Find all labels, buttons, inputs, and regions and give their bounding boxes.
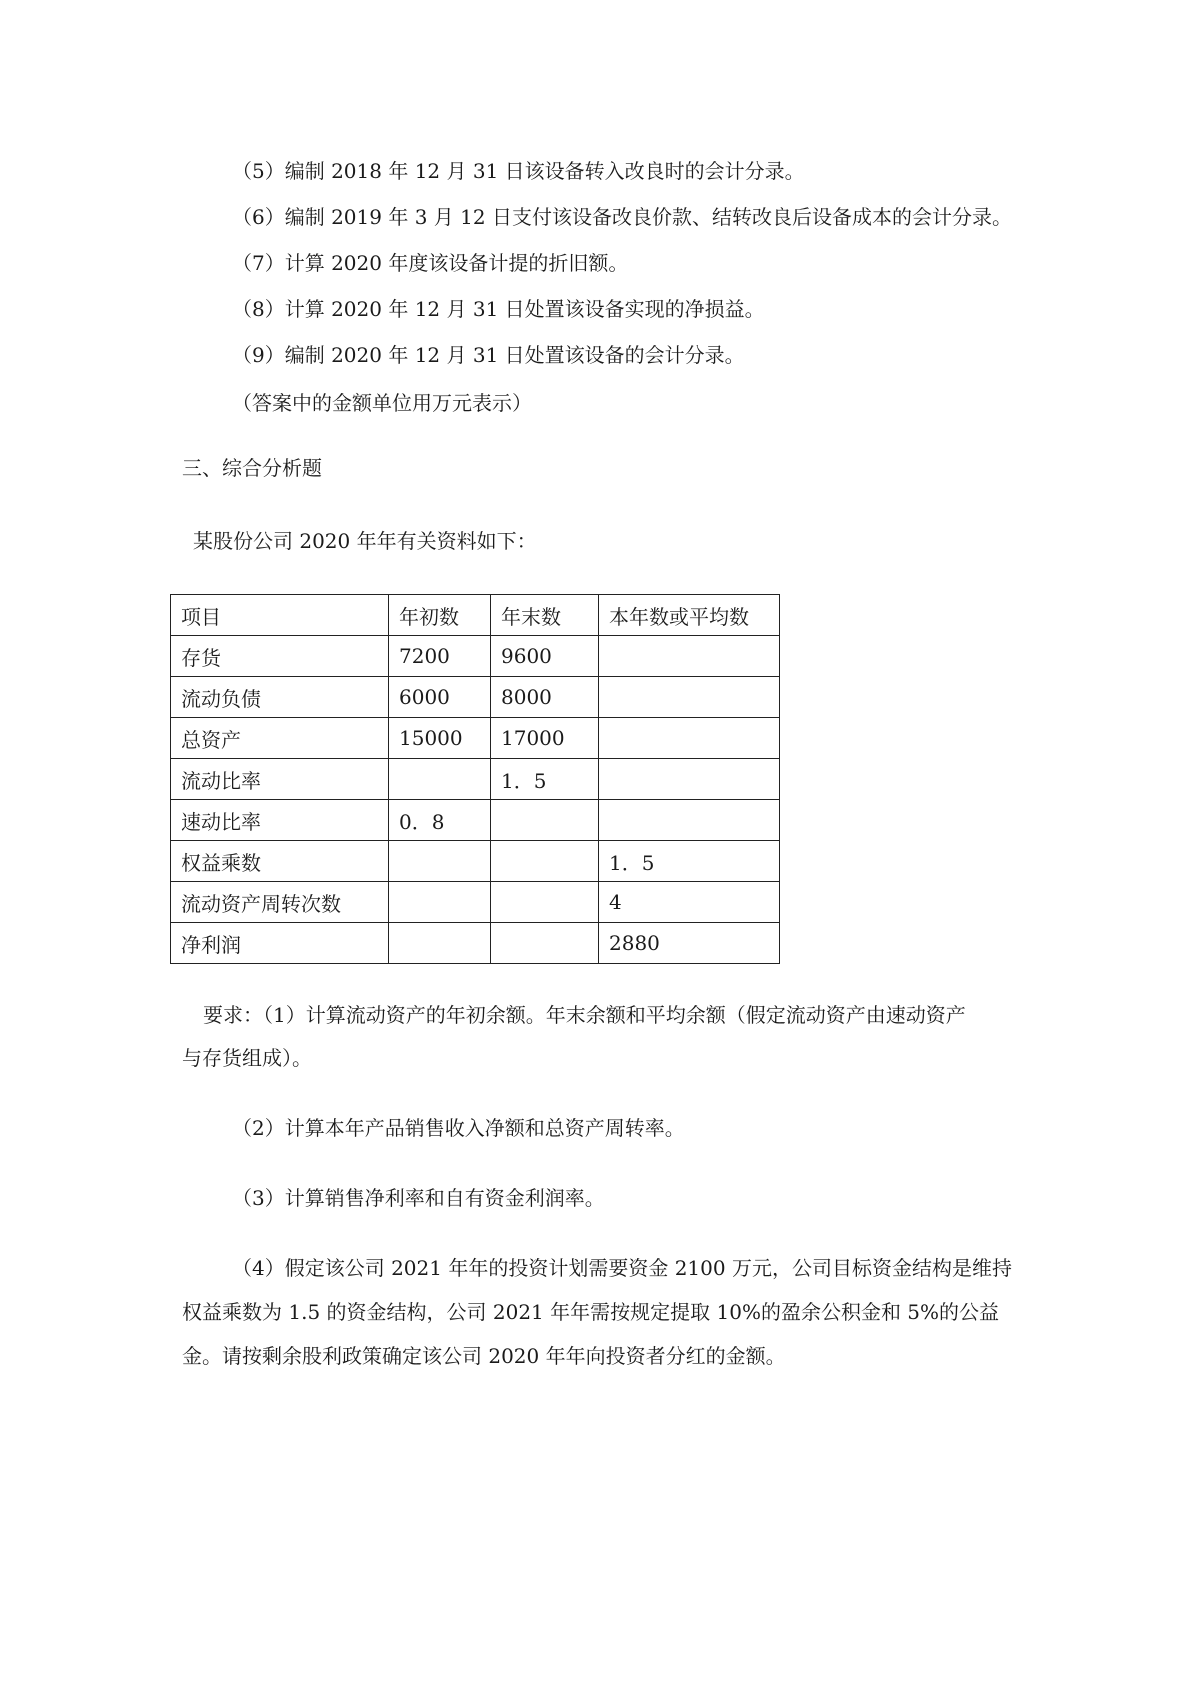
section-heading: 三、综合分析题 — [182, 456, 322, 480]
table-cell: 流动资产周转次数 — [171, 882, 389, 923]
table-row — [171, 759, 780, 800]
table-header-row — [171, 595, 780, 636]
table-cell — [491, 841, 599, 882]
table-cell: 1．5 — [599, 841, 780, 882]
question-item-6: （6）编制 2019 年 3 月 12 日支付该设备改良价款、结转改良后设备成本的会计分录。 — [232, 205, 1012, 229]
requirement-1-line-1: 要求：（1）计算流动资产的年初余额。年末余额和平均余额（假定流动资产由速动资产 — [203, 1003, 966, 1027]
table-row — [171, 636, 780, 677]
table-cell: 净利润 — [171, 923, 389, 964]
table-row — [171, 841, 780, 882]
table-cell: 总资产 — [171, 718, 389, 759]
question-item-8: （8）计算 2020 年 12 月 31 日处置该设备实现的净损益。 — [232, 297, 765, 321]
table-cell: 1．5 — [491, 759, 599, 800]
table-cell: 4 — [599, 882, 780, 923]
table-cell: 流动比率 — [171, 759, 389, 800]
table-cell — [599, 759, 780, 800]
table-cell — [491, 800, 599, 841]
requirement-3: （3）计算销售净利率和自有资金利润率。 — [232, 1186, 605, 1210]
unit-note: （答案中的金额单位用万元表示） — [232, 391, 532, 415]
table-cell: 2880 — [599, 923, 780, 964]
table-cell — [389, 759, 491, 800]
question-item-9: （9）编制 2020 年 12 月 31 日处置该设备的会计分录。 — [232, 343, 745, 367]
table-cell: 流动负债 — [171, 677, 389, 718]
table-cell: 7200 — [389, 636, 491, 677]
table-cell: 存货 — [171, 636, 389, 677]
table-row — [171, 718, 780, 759]
question-item-5: （5）编制 2018 年 12 月 31 日该设备转入改良时的会计分录。 — [232, 159, 805, 183]
table-cell: 速动比率 — [171, 800, 389, 841]
requirement-4-line-2: 权益乘数为 1.5 的资金结构，公司 2021 年年需按规定提取 10%的盈余公积金和 5%的公益 — [182, 1300, 1000, 1324]
table-cell — [599, 677, 780, 718]
table-row — [171, 923, 780, 964]
requirement-1-line-2: 与存货组成）。 — [182, 1046, 312, 1070]
table-row — [171, 882, 780, 923]
requirement-4-line-1: （4）假定该公司 2021 年年的投资计划需要资金 2100 万元，公司目标资金结构是维持 — [232, 1256, 1012, 1280]
table-header-cell: 本年数或平均数 — [599, 595, 780, 636]
table-header-cell: 项目 — [171, 595, 389, 636]
table-row — [171, 677, 780, 718]
table-cell: 9600 — [491, 636, 599, 677]
table-cell — [599, 800, 780, 841]
table-cell — [491, 923, 599, 964]
table-cell — [389, 923, 491, 964]
intro-text: 某股份公司 2020 年年有关资料如下： — [193, 529, 537, 553]
table-row — [171, 800, 780, 841]
requirement-4-line-3: 金。请按剩余股利政策确定该公司 2020 年年向投资者分红的金额。 — [182, 1344, 786, 1368]
table-cell — [599, 718, 780, 759]
table-cell: 6000 — [389, 677, 491, 718]
table-cell — [599, 636, 780, 677]
table-cell — [389, 841, 491, 882]
table-cell — [491, 882, 599, 923]
table-header-cell: 年末数 — [491, 595, 599, 636]
table-header-cell: 年初数 — [389, 595, 491, 636]
table-cell: 15000 — [389, 718, 491, 759]
financial-data-table — [170, 594, 780, 964]
table-cell — [389, 882, 491, 923]
question-item-7: （7）计算 2020 年度该设备计提的折旧额。 — [232, 251, 629, 275]
table-cell: 17000 — [491, 718, 599, 759]
table-cell: 权益乘数 — [171, 841, 389, 882]
table-cell: 8000 — [491, 677, 599, 718]
table-cell: 0．8 — [389, 800, 491, 841]
requirement-2: （2）计算本年产品销售收入净额和总资产周转率。 — [232, 1116, 685, 1140]
